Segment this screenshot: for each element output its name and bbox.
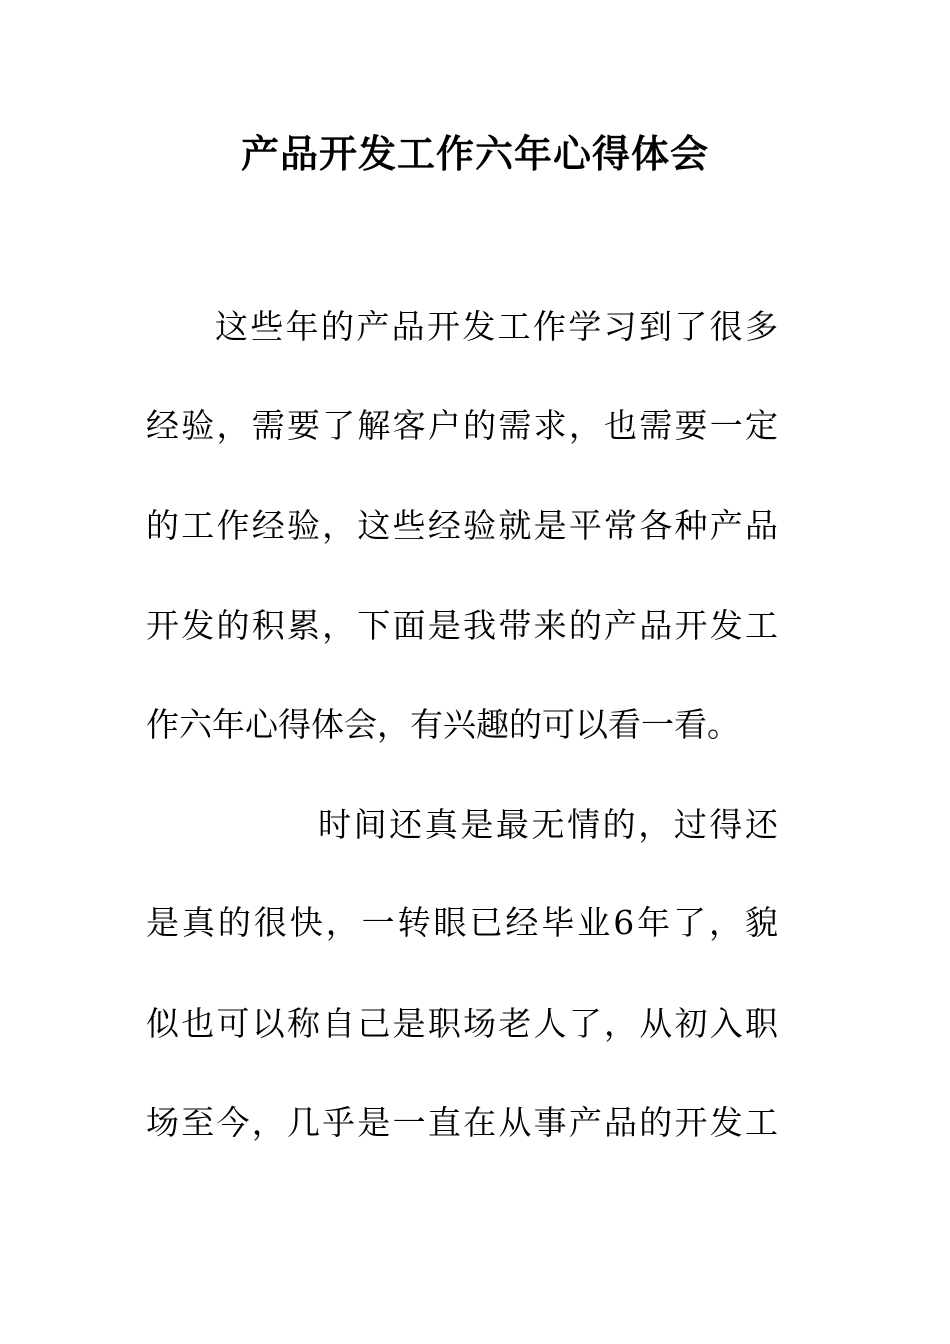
paragraph-line: 的工作经验，这些经验就是平常各种产品 xyxy=(146,506,778,545)
document-title: 产品开发工作六年心得体会 xyxy=(240,131,709,176)
paragraph-line: 时间还真是最无情的，过得还 xyxy=(318,805,778,844)
paragraph-line: 场至今，几乎是一直在从事产品的开发工 xyxy=(146,1103,778,1142)
paragraph-line: 经验，需要了解客户的需求，也需要一定 xyxy=(146,406,778,445)
paragraph-line: 这些年的产品开发工作学习到了很多 xyxy=(215,307,778,346)
paragraph-line: 作六年心得体会，有兴趣的可以看一看。 xyxy=(146,705,740,744)
paragraph-line: 是真的很快，一转眼已经毕业6年了，貌 xyxy=(146,903,778,942)
paragraph-line: 似也可以称自己是职场老人了，从初入职 xyxy=(146,1004,778,1043)
paragraph-line: 开发的积累，下面是我带来的产品开发工 xyxy=(146,606,778,645)
